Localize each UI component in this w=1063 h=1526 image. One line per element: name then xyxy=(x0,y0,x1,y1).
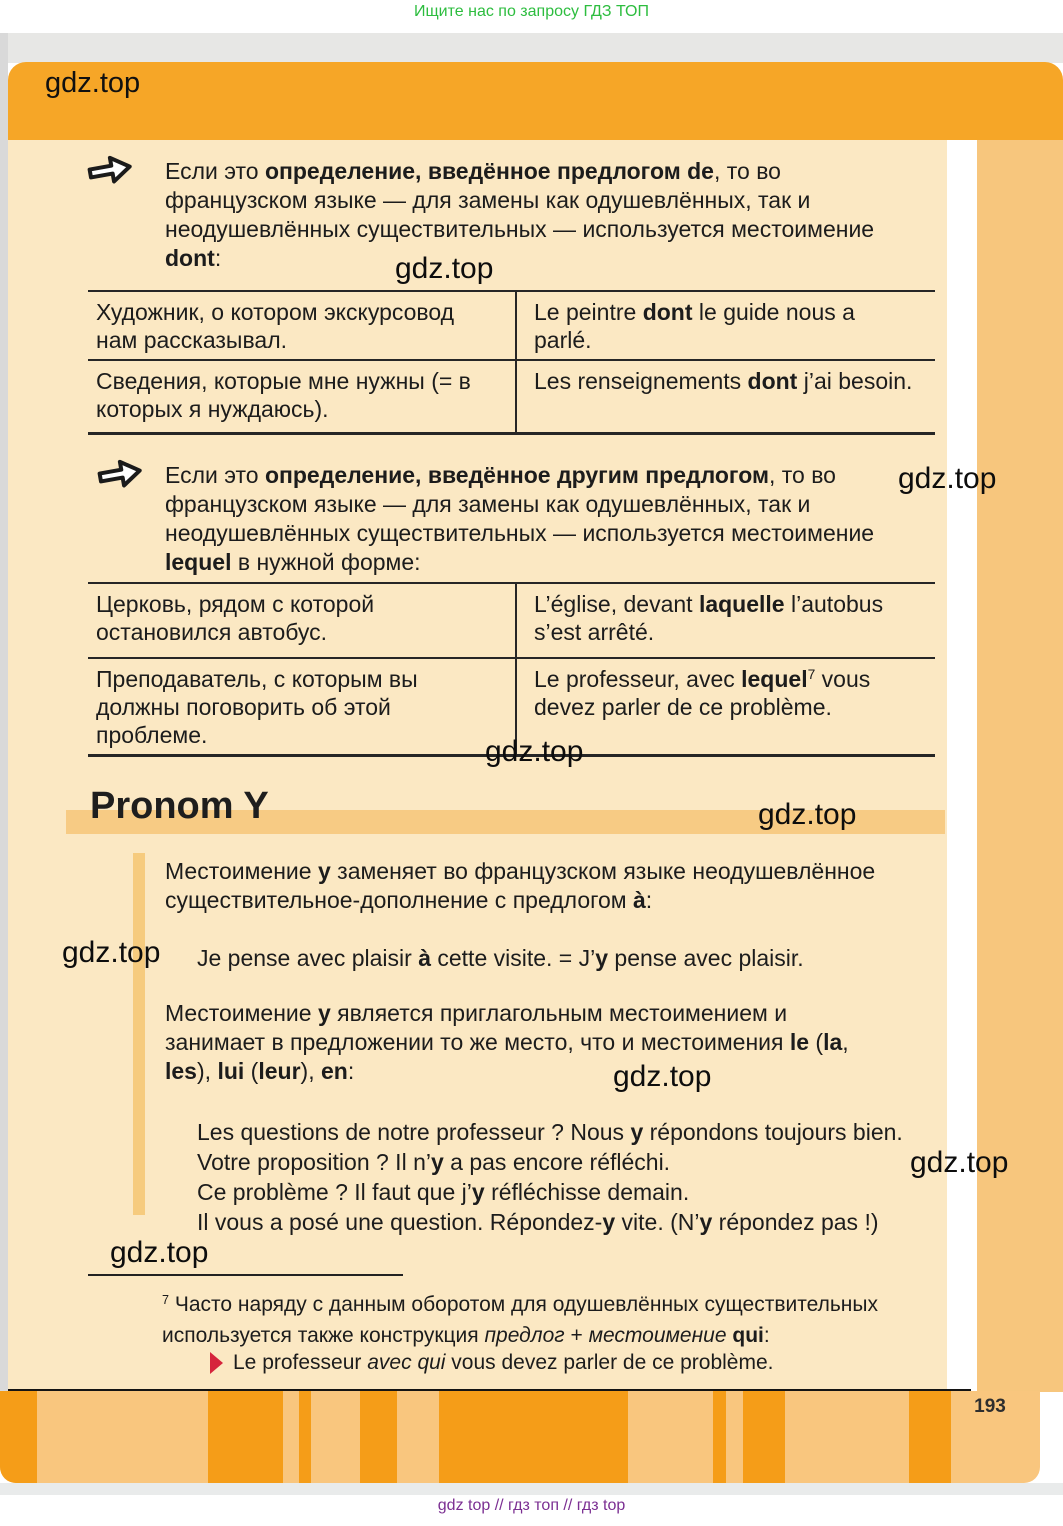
text-line: занимает в предложении то же место, что и местоимения le (la, xyxy=(165,1029,849,1055)
stripe xyxy=(208,1391,283,1483)
text-line: используется также конструкция предлог + местоимение qui: xyxy=(162,1324,770,1347)
examples-table-dont xyxy=(88,290,935,435)
table-row xyxy=(88,361,935,432)
text-line: Церковь, рядом с которой xyxy=(96,591,375,617)
text-line: остановился автобус. xyxy=(96,619,328,645)
text-line: Le professeur, avec lequel$^7$ vous xyxy=(534,666,871,692)
text-line: lequel в нужной форме: xyxy=(165,549,421,575)
paragraph-dont xyxy=(165,157,874,273)
text-line: Il vous a posé une question. Répondez-y vite. (N’y répondez pas !) xyxy=(197,1209,879,1235)
table-cell-french xyxy=(515,292,935,359)
paragraph-lequel xyxy=(165,461,874,577)
text-line: Les questions de notre professeur ? Nous y répondons toujours bien. xyxy=(197,1119,903,1145)
text-line: французском языке — для замены как одушевлённых, так и xyxy=(165,187,811,213)
text-line: les), lui (leur), en: xyxy=(165,1058,355,1084)
text-line: L’église, devant laquelle l’autobus xyxy=(534,591,884,617)
text-line: Ce problème ? Il faut que j’y réfléchisse demain. xyxy=(197,1179,690,1205)
table-row xyxy=(88,292,935,361)
text-line: Художник, о котором экскурсовод xyxy=(96,299,455,325)
page-header-band xyxy=(8,62,1063,140)
text-line: неодушевлённых существительных — используется местоимение xyxy=(165,216,875,242)
table-cell-russian xyxy=(88,292,515,359)
left-gray-strip xyxy=(0,33,8,1392)
examples-table-lequel xyxy=(88,582,935,757)
page-number: 193 xyxy=(974,1396,1006,1417)
watermark: gdz.top xyxy=(613,1060,712,1093)
footnote-text xyxy=(162,1289,878,1351)
red-triangle-bullet-icon xyxy=(210,1352,223,1374)
stripe xyxy=(743,1391,785,1483)
table-cell-french xyxy=(515,361,935,432)
stripe xyxy=(713,1391,726,1483)
stripe xyxy=(909,1391,951,1483)
watermark: gdz.top xyxy=(62,936,161,969)
paragraph-accent-bar xyxy=(133,853,145,1215)
watermark: gdz.top xyxy=(898,462,997,495)
table-cell-french xyxy=(515,584,935,657)
text-line: неодушевлённых существительных — используется местоимение xyxy=(165,520,875,546)
text-line: Сведения, которые мне нужны (= в xyxy=(96,368,471,394)
text-line: Если это определение, введённое другим предлогом, то во xyxy=(165,462,836,488)
footer-links-text: gdz top // гдз топ // гдз top xyxy=(437,1497,626,1514)
table-cell-russian xyxy=(88,659,515,754)
text-line: Местоимение y является приглагольным местоимением и xyxy=(165,1000,788,1026)
example-sentence: Je pense avec plaisir à cette visite. = J’y pense avec plaisir. xyxy=(197,945,804,971)
header-watermark: gdz.top xyxy=(45,67,141,99)
text-line: Le peintre dont le guide nous a xyxy=(534,299,855,325)
text-line: Преподаватель, с которым вы xyxy=(96,666,418,692)
text-line: Votre proposition ? Il n’y a pas encore réfléchi. xyxy=(197,1149,671,1175)
text-line: существительное-дополнение с предлогом à: xyxy=(165,887,653,913)
text-line: Les renseignements dont j’ai besoin. xyxy=(534,368,913,394)
right-sidebar-band xyxy=(977,140,1063,1392)
text-line: devez parler de ce problème. xyxy=(534,694,832,720)
bottom-stripe-bar xyxy=(0,1391,1040,1483)
watermark: gdz.top xyxy=(110,1236,209,1269)
footnote-example: Le professeur avec qui vous devez parler de ce problème. xyxy=(233,1351,774,1374)
examples-block xyxy=(197,1117,903,1237)
footnote-rule xyxy=(88,1274,403,1276)
text-line: которых я нуждаюсь). xyxy=(96,396,329,422)
table-cell-russian xyxy=(88,584,515,657)
stripe xyxy=(299,1391,311,1483)
text-line: s’est arrêté. xyxy=(534,619,655,645)
text-line: нам рассказывал. xyxy=(96,327,288,353)
section-title: Pronom Y xyxy=(90,785,269,827)
stripe xyxy=(0,1391,37,1483)
paragraph-y-position xyxy=(165,999,849,1086)
stripe xyxy=(439,1391,628,1483)
text-line: $^7$ Часто наряду с данным оборотом для одушевлённых существительных xyxy=(162,1293,878,1316)
table-cell-russian xyxy=(88,361,515,432)
bottom-separator-line xyxy=(8,1389,971,1391)
top-promo-text: Ищите нас по запросу ГДЗ ТОП xyxy=(414,3,649,20)
text-line: parlé. xyxy=(534,327,592,353)
gray-band xyxy=(0,33,1063,63)
paragraph-y-intro xyxy=(165,857,875,915)
text-line: Если это определение, введённое предлогом de, то во xyxy=(165,158,781,184)
watermark: gdz.top xyxy=(395,252,494,285)
table-row xyxy=(88,584,935,659)
watermark: gdz.top xyxy=(485,735,584,768)
arrow-icon xyxy=(96,453,142,495)
text-line: проблеме. xyxy=(96,722,208,748)
text-line: dont: xyxy=(165,245,222,271)
watermark: gdz.top xyxy=(910,1146,1009,1179)
arrow-icon xyxy=(86,149,132,191)
text-line: французском языке — для замены как одушевлённых, так и xyxy=(165,491,811,517)
bottom-gray-strip xyxy=(0,1483,1063,1495)
watermark: gdz.top xyxy=(758,798,857,831)
text-line: должны поговорить об этой xyxy=(96,694,391,720)
text-line: Местоимение y заменяет во французском языке неодушевлённое xyxy=(165,858,876,884)
stripe xyxy=(360,1391,397,1483)
